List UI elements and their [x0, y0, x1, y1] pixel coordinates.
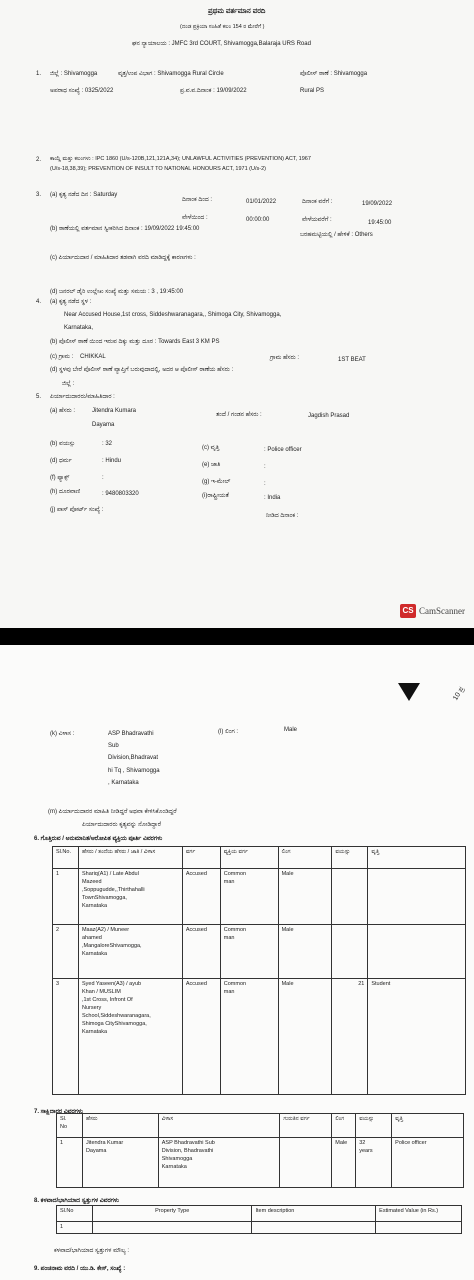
row-class: Accused	[182, 869, 220, 925]
address-line: Division, Bhadravathi	[161, 1148, 214, 1154]
row-occupation	[368, 869, 466, 925]
row-property-type	[92, 1222, 252, 1234]
delay-reason: (c) ಪಿರ್ಯಾದುದಾರ / ಮಾಹಿತಿದಾರ ತಡವಾಗಿ ವರದಿ ಮಾಡಿದ್ದಕ್ಕೆ ಕಾರಣಗಳು :	[50, 255, 196, 261]
nationality-value: : India	[264, 495, 281, 501]
acts-line-1: ಕಾಯ್ದೆ ಮತ್ತು ಕಲಂಗಳು : IPC 1860 (U/s-120B,121,121A,34); UNLAWFUL ACTIVITIES (PREVENTION) ACT, 1967	[50, 156, 311, 162]
time-to-label: ವೇಳೆಯವರೆಗೆ :	[302, 217, 332, 223]
age-value: : 32	[102, 441, 113, 447]
table-row	[53, 869, 466, 925]
name-line: Karnataka	[81, 1029, 108, 1035]
circle-label: ವೃತ್ತ/ಉಪ ವಿಭಾಗ :	[118, 71, 156, 77]
triangle-marker-icon	[398, 683, 420, 701]
document-subtitle: (ದಂಡ ಪ್ರಕ್ರಿಯಾ ಸಂಹಿತೆ ಕಲಂ 154 ರ ಮೇರೆಗೆ )	[180, 24, 265, 30]
info-received-date: (b) ಠಾಣೆಯಲ್ಲಿ ವರ್ತಮಾನ ಸ್ವೀಕರಿಸಿದ ದಿನಾಂಕ : 19/09/2022 19:45:00	[50, 226, 200, 232]
row-person-type	[220, 979, 278, 1095]
row-sl: 1	[57, 1222, 93, 1234]
row-age	[356, 1138, 392, 1188]
name-line: ,Soppugudde,,Thirthahalli	[81, 887, 145, 893]
time-from-value: 00:00:00	[246, 217, 270, 223]
religion-value: : Hindu	[102, 458, 122, 464]
address-line-3: Division,Bhadravat	[108, 755, 159, 761]
table-row	[53, 925, 466, 979]
district-value: Shivamogga	[63, 71, 98, 77]
other-ps-district: ಜಿಲ್ಲೆ :	[62, 381, 75, 387]
time-from-label: ವೇಳೆಯಿಂದ :	[182, 215, 208, 221]
fir-number-value: 0325/2022	[84, 88, 114, 94]
table-row	[53, 979, 466, 1095]
table-row	[57, 1222, 462, 1234]
section-5-number: 5.	[36, 394, 42, 400]
property-table-header	[57, 1206, 462, 1222]
passport-issue-date-label: ನೀಡಿದ ದಿನಾಂಕ :	[266, 513, 299, 519]
complainant-seen-label: (m) ಪಿರ್ಯಾದುದಾರರ ಮಾಹಿತಿ ನೀಡಿದ್ದರೆ ಅಥವಾ ಕೇಳಿಸಿಕೊಂಡಿದ್ದರೆ	[48, 809, 177, 815]
page-corner-text: 10 ಪ್ರ	[452, 685, 466, 702]
property-section-title: 8. ಕಳವಾದ/ಭಾಗಿಯಾದ ಸ್ವತ್ತುಗಳ ವಿವರಗಳು	[34, 1198, 120, 1204]
row-occupation: Student	[368, 979, 466, 1095]
caste-label: (e) ಜಾತಿ	[202, 462, 221, 468]
name-line: Jitendra Kumar	[85, 1140, 124, 1146]
district-label: ಜಿಲ್ಲೆ :	[50, 71, 63, 77]
inquest-report-label: 9. ಪಂಚನಾಮ ವರದಿ / ಯು.ಡಿ. ಕೇಸ್, ಸಂಖ್ಯೆ :	[34, 1266, 126, 1272]
header-estimated-value: Estimated Value (in Rs.)	[376, 1206, 462, 1222]
header-id-type: ಗುರುತಿನ ವರ್ಗ	[280, 1114, 332, 1138]
other-ps-label: (d) ಸ್ಥಳವು ಬೇರೆ ಪೊಲೀಸ್ ಠಾಣೆ ವ್ಯಾಪ್ತಿಗೆ ಬರುವುದಾದಲ್ಲಿ, ಅದರ ಆ ಪೊಲೀಸ್ ಠಾಣೆಯ ಹೆಸರು :	[50, 367, 234, 373]
row-sl: 1	[53, 869, 79, 925]
name-line: Mazeed	[81, 879, 102, 885]
section-1-number: 1.	[36, 71, 42, 77]
name-line: Shimoga CityShivamogga,	[81, 1021, 147, 1027]
row-sex: Male	[278, 869, 332, 925]
court-name: : JMFC 3rd COURT, Shivamogga,Balaraja URS Road	[168, 41, 311, 47]
name-line: Karnataka	[81, 903, 108, 909]
occurrence-day: (a) ಕೃತ್ಯ ನಡೆದ ದಿನ : Saturday	[50, 192, 118, 198]
row-name-address	[78, 925, 182, 979]
section-2-number: 2.	[36, 157, 42, 163]
row-name	[82, 1138, 158, 1188]
row-class: Accused	[182, 979, 220, 1095]
caste-value: :	[264, 464, 266, 470]
row-estimated-value	[376, 1222, 462, 1234]
date-to-value: 19/09/2022	[362, 201, 393, 207]
ptype-line: man	[223, 935, 235, 941]
address-line: Karnataka	[161, 1164, 187, 1170]
address-line-2: Sub	[108, 743, 119, 749]
row-name-address	[78, 979, 182, 1095]
accused-table	[52, 846, 466, 1095]
property-table	[56, 1205, 462, 1234]
ptype-line: man	[223, 879, 235, 885]
property-total-label: ಕಳವಾದ/ಭಾಗಿಯಾದ ಸ್ವತ್ತುಗಳ ಮೌಲ್ಯ :	[54, 1248, 130, 1254]
address-line: Shivamogga	[161, 1156, 193, 1162]
header-slno: Sl.No	[57, 1206, 93, 1222]
ptype-line: Common	[223, 927, 247, 933]
name-line: Khan / MUSLIM	[81, 989, 121, 995]
accused-table-header	[53, 847, 466, 869]
header-name-address: ಹೆಸರು / ತಂದೆಯ ಹೆಸರು / ಜಾತಿ / ವಿಳಾಸ	[78, 847, 182, 869]
time-to-value: 19:45:00	[368, 220, 392, 226]
row-sl: 2	[53, 925, 79, 979]
header-slno	[57, 1114, 83, 1138]
complainant-name-1: Jitendra Kumara	[92, 408, 137, 414]
nationality-label: (i)ರಾಷ್ಟ್ರೀಯತೆ	[202, 493, 229, 499]
direction-from-ps: (b) ಪೊಲೀಸ್ ಠಾಣೆ ಯಿಂದ ಇರುವ ದಿಕ್ಕು ಮತ್ತು ದೂರ : Towards East 3 KM PS	[50, 339, 220, 345]
gender-value: Male	[284, 727, 298, 733]
court-label: ಘನ ನ್ಯಾಯಾಲಯ	[132, 41, 167, 47]
ptype-line: Common	[223, 871, 247, 877]
row-sex: Male	[278, 979, 332, 1095]
beat-label: ಗ್ರಾಮ ಹೆಸರು :	[270, 355, 300, 361]
header-sex: ಲಿಂಗ	[278, 847, 332, 869]
header-sl: Sl.	[60, 1116, 67, 1122]
row-name-address	[78, 869, 182, 925]
fir-date-value: 19/09/2022	[216, 88, 247, 94]
complainant-name-label: (a) ಹೆಸರು :	[50, 408, 76, 414]
row-class: Accused	[182, 925, 220, 979]
circle-value: Shivamogga Rural Circle	[157, 71, 224, 77]
row-occupation	[368, 925, 466, 979]
document-title: ಪ್ರಥಮ ವರ್ತಮಾನ ವರದಿ	[208, 8, 266, 15]
occupation-label: (c) ವೃತ್ತಿ	[202, 445, 220, 451]
occupation-value: : Police officer	[264, 447, 302, 453]
passport-label: (j) ಪಾಸ್ ಪೋರ್ಟ್ ಸಂಖ್ಯೆ :	[50, 507, 104, 513]
header-occupation: ವೃತ್ತಿ	[392, 1114, 464, 1138]
email-label: (g) ಇ-ಮೇಲ್	[202, 479, 231, 485]
row-age	[332, 925, 368, 979]
name-line: Shariq(A1) / Late Abdul	[81, 871, 139, 877]
row-sex: Male	[278, 925, 332, 979]
name-line: Dayama	[85, 1148, 107, 1154]
header-person-type: ವ್ಯಕ್ತಿಯ ವರ್ಗ	[220, 847, 278, 869]
row-address	[158, 1138, 280, 1188]
village-value: CHIKKAL	[80, 354, 106, 360]
camscanner-watermark: CamScanner	[419, 606, 465, 616]
age-line: years	[359, 1148, 373, 1154]
general-diary-ref: (d) ಜನರಲ್ ಡೈರಿ ಉಲ್ಲೇಖ ಸಂಖ್ಯೆ ಮತ್ತು ಸಮಯ : 3 , 19:45:00	[50, 289, 184, 295]
occurrence-address-2: Karnataka,	[64, 325, 94, 331]
name-line: TownShivamogga,	[81, 895, 127, 901]
phone-value: : 9480803320	[102, 491, 139, 497]
camscanner-logo-icon: CS	[400, 604, 416, 618]
fir-date-label: ಪ್ರ.ವ.ವ.ದಿನಾಂಕ :	[180, 88, 215, 94]
name-line: Karnataka	[81, 951, 108, 957]
page-separator	[0, 628, 474, 645]
email-value: :	[264, 481, 266, 487]
date-from-value: 01/01/2022	[246, 199, 277, 205]
name-line: School,Siddeshwaranagara,	[81, 1013, 151, 1019]
ptype-line: Common	[223, 981, 247, 987]
gender-label: (l) ಲಿಂಗ :	[218, 729, 239, 735]
header-sex: ಲಿಂಗ	[332, 1114, 356, 1138]
name-line: ,MangaloreShivamogga,	[81, 943, 142, 949]
address-label: (k) ವಿಳಾಸ :	[50, 731, 75, 737]
header-occupation: ವೃತ್ತಿ	[368, 847, 466, 869]
witness-table	[56, 1113, 464, 1188]
address-line-4: hi Tq , Shivamogga	[108, 768, 160, 774]
date-from-label: ದಿನಾಂಕ ದಿಂದ :	[182, 197, 213, 203]
section-3-number: 3.	[36, 192, 42, 198]
village-label: (c) ಗ್ರಾಮ :	[50, 354, 74, 360]
witness-section-title: 7. ಸಾಕ್ಷಿದಾರರ ವಿವರಗಳು	[34, 1109, 84, 1115]
header-age: ವಯಸ್ಸು	[332, 847, 368, 869]
date-to-label: ದಿನಾಂಕ ವರೆಗೆ :	[302, 199, 333, 205]
row-age	[332, 869, 368, 925]
name-line: Nursery	[81, 1005, 102, 1011]
header-item-description: Item description	[252, 1206, 376, 1222]
witness-table-header	[57, 1114, 464, 1138]
age-line: 32	[359, 1140, 366, 1146]
fax-value: :	[102, 475, 104, 481]
row-person-type	[220, 925, 278, 979]
religion-label: (d) ಧರ್ಮ	[50, 458, 72, 464]
header-no: No	[60, 1124, 68, 1130]
police-station-value-2: Rural PS	[300, 88, 325, 94]
name-line: Maaz(A2) / Muneer	[81, 927, 130, 933]
row-id-type	[280, 1138, 332, 1188]
complainant-name-2: Dayama	[92, 422, 115, 428]
section-4-number: 4.	[36, 299, 42, 305]
row-person-type	[220, 869, 278, 925]
complainant-title: ಪಿರ್ಯಾದುದಾರರು/ಮಾಹಿತಿದಾರ :	[50, 394, 115, 400]
table-row	[57, 1138, 464, 1188]
accused-section-title: 6. ಗೊತ್ತಿರುವ / ಅನುಮಾನಿತ/ಆರೋಪಿತ ವ್ಯಕ್ತಿಯ ಪೂರ್ತಿ ವಿವರಗಳು	[34, 836, 163, 842]
ptype-line: man	[223, 989, 235, 995]
complainant-seen-value: ಪಿರ್ಯಾದುದಾರರು ಕೃತ್ಯವನ್ನು ನೋಡಿದ್ದಾರೆ	[82, 822, 162, 828]
phone-label: (h) ದೂರವಾಣಿ	[50, 489, 81, 495]
name-line: ,1st Cross, Infront Of	[81, 997, 133, 1003]
information-type: ಬರಹಮಟ್ಟಿಯಲ್ಲಿ / ಹೇಳಿಕೆ : Others	[300, 232, 373, 238]
acts-line-2: (U/s-18,38,39); PREVENTION OF INSULT TO NATIONAL HONOURS ACT, 1971 (U/s-2)	[50, 166, 266, 172]
occurrence-address-1: Near Accused House,1st cross, Siddeshwaranagara,, Shimoga City, Shivamogga,	[64, 312, 282, 318]
header-address: ವಿಳಾಸ	[158, 1114, 280, 1138]
header-property-type: Property Type	[92, 1206, 252, 1222]
row-occupation: Police officer	[392, 1138, 464, 1188]
row-item-description	[252, 1222, 376, 1234]
header-name: ಹೆಸರು	[82, 1114, 158, 1138]
header-class: ವರ್ಗ	[182, 847, 220, 869]
row-sl: 1	[57, 1138, 83, 1188]
name-line: ahamed	[81, 935, 102, 941]
name-line: Syed Yaseen(A3) / ayub	[81, 981, 142, 987]
father-name-value: Jagdish Prasad	[308, 413, 350, 419]
age-label: (b) ವಯಸ್ಸು	[50, 441, 75, 447]
address-line-1: ASP Bhadravathi	[108, 731, 154, 737]
row-sl: 3	[53, 979, 79, 1095]
fir-number-label: ಅಪರಾಧ ಸಂಖ್ಯೆ :	[50, 88, 84, 94]
beat-value: 1ST BEAT	[338, 357, 366, 363]
address-line: ASP Bhadravathi Sub	[161, 1140, 215, 1146]
police-station-value: Shivamogga	[333, 71, 368, 77]
row-age: 21	[332, 979, 368, 1095]
header-slno: Sl.No.	[53, 847, 79, 869]
police-station-label: ಪೊಲೀಸ್ ಠಾಣೆ :	[300, 71, 333, 77]
father-name-label: ತಂದೆ / ಗಂಡನ ಹೆಸರು :	[216, 412, 262, 418]
place-of-occurrence-label: (a) ಕೃತ್ಯ ನಡೆದ ಸ್ಥಳ :	[50, 299, 92, 305]
row-sex: Male	[332, 1138, 356, 1188]
header-age: ವಯಸ್ಸು	[356, 1114, 392, 1138]
fax-label: (f) ಫ್ಯಾಕ್ಸ್	[50, 475, 70, 481]
address-line-5: , Karnataka	[108, 780, 139, 786]
fir-page-1	[0, 0, 474, 628]
